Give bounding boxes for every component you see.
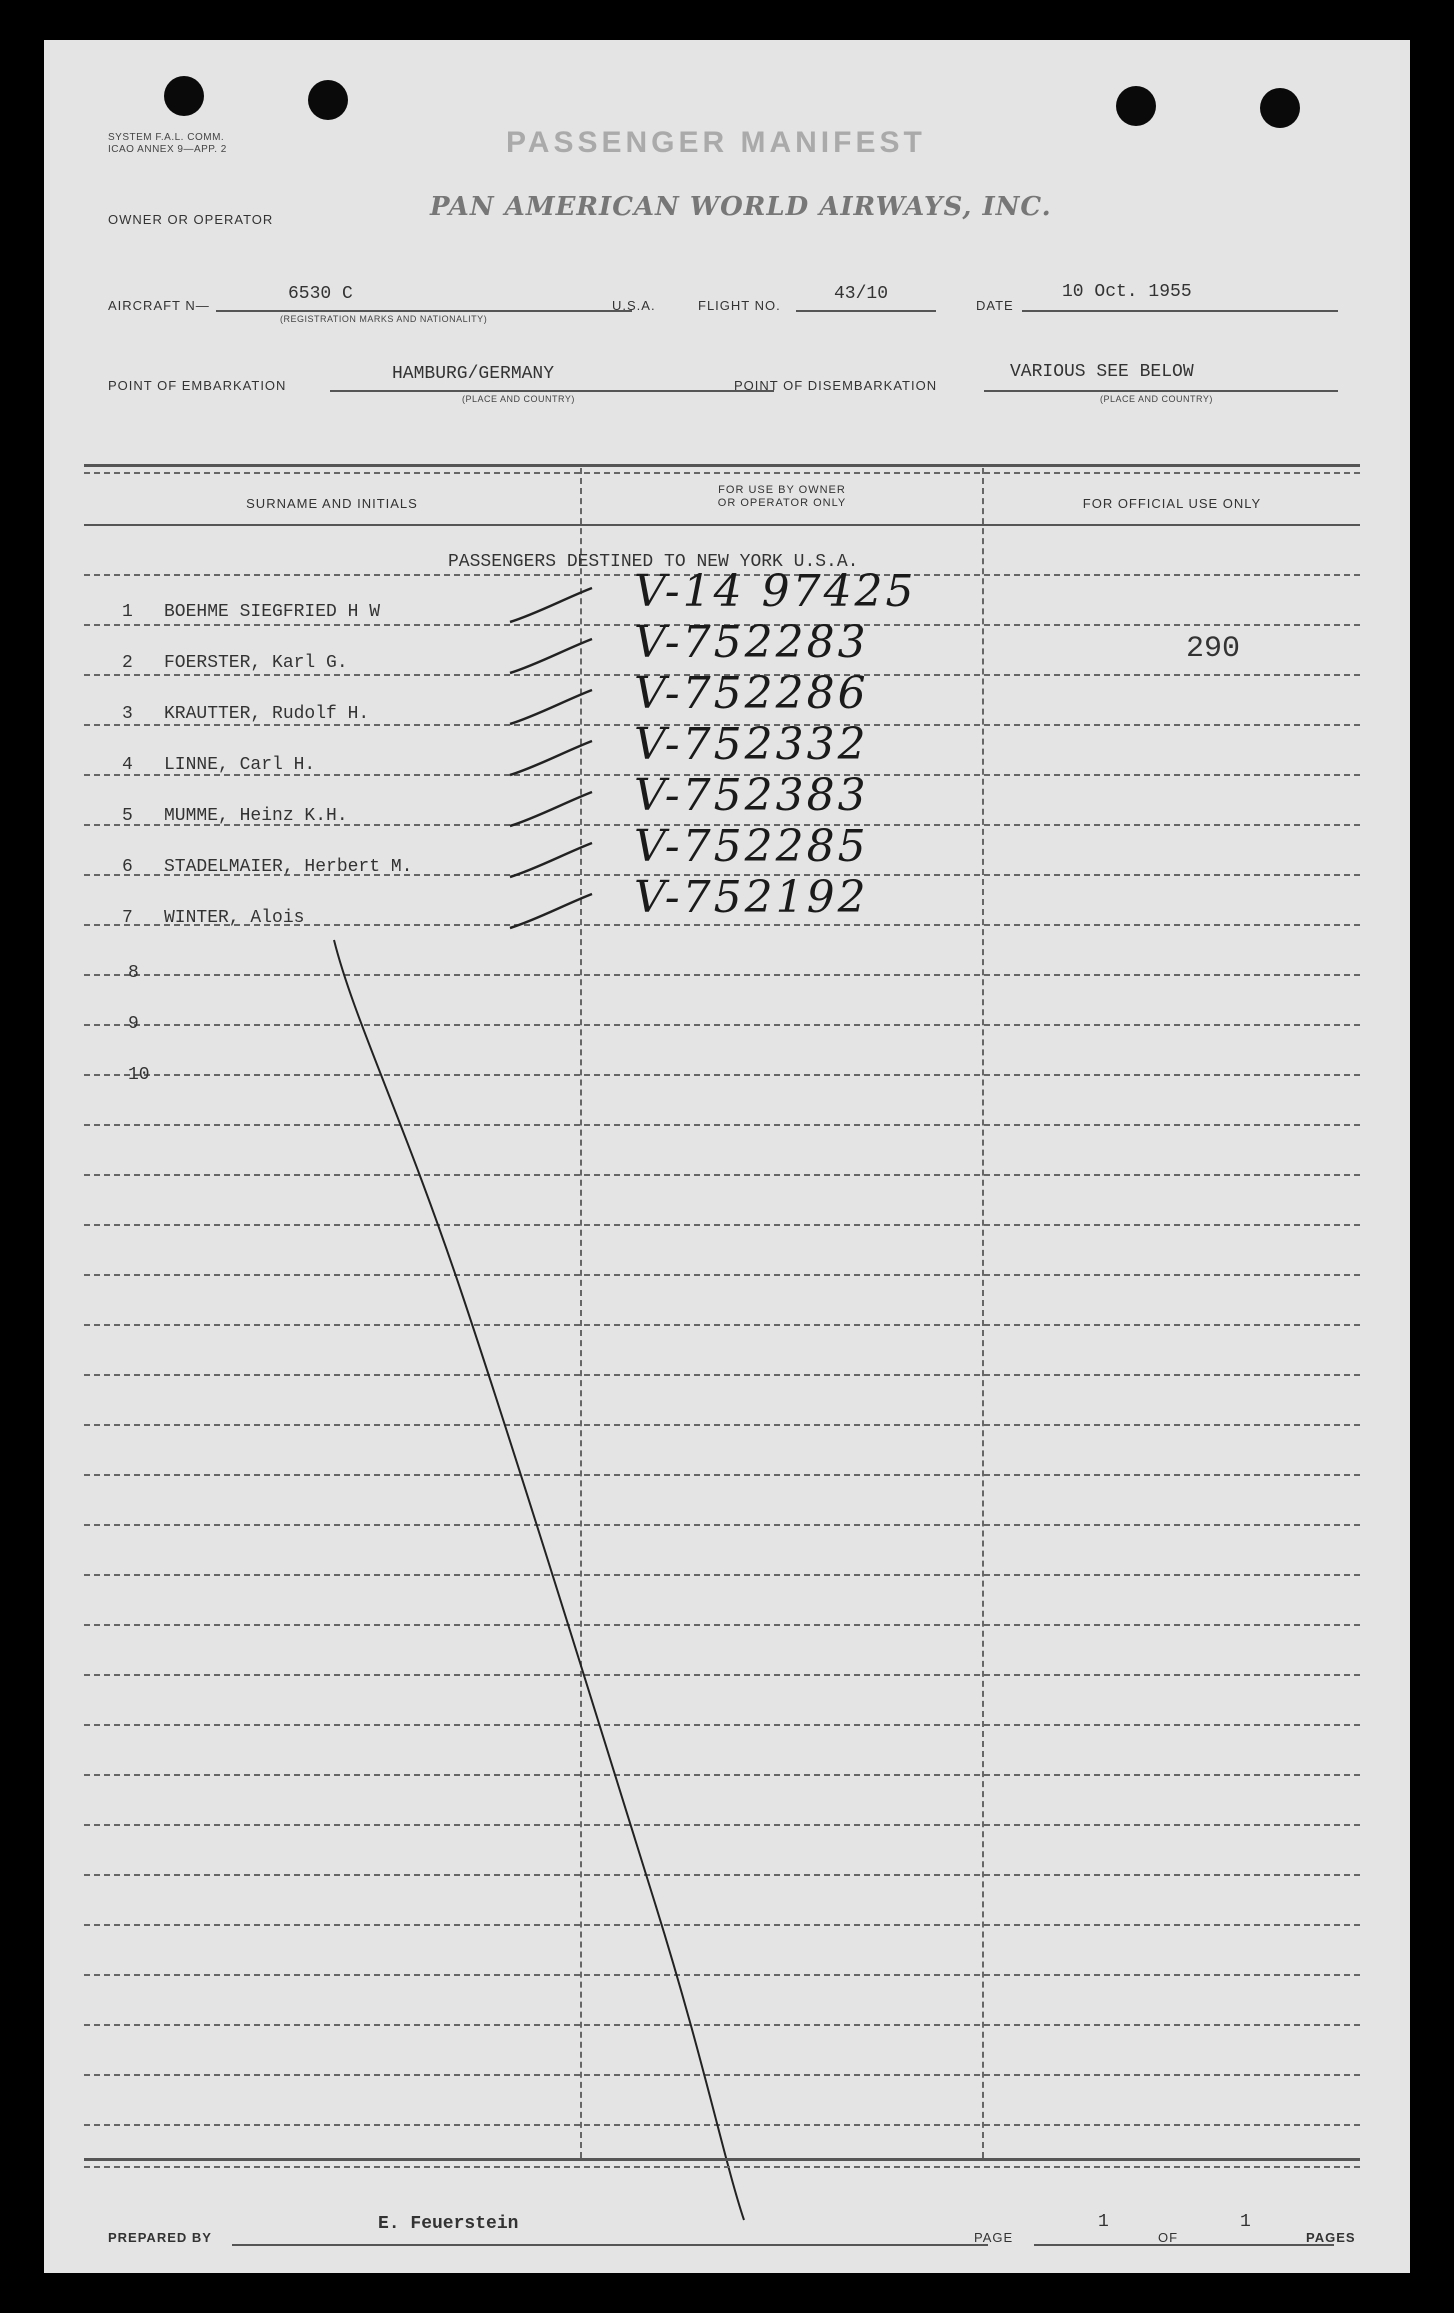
passenger-name: MUMME, Heinz K.H. — [164, 806, 348, 826]
destination-note: PASSENGERS DESTINED TO NEW YORK U.S.A. — [448, 552, 859, 572]
page-label: PAGE — [974, 2230, 1014, 2245]
embark-caption: (PLACE AND COUNTRY) — [462, 394, 575, 404]
row-number: 9 — [128, 1014, 139, 1034]
system-ref-line1: SYSTEM F.A.L. COMM. — [108, 132, 225, 143]
row-number: 3 — [122, 704, 133, 724]
passenger-name: FOERSTER, Karl G. — [164, 653, 348, 673]
disembark-label: POINT OF DISEMBARKATION — [734, 378, 938, 393]
visa-number: V-752383 — [634, 770, 869, 821]
disembark-caption: (PLACE AND COUNTRY) — [1100, 394, 1213, 404]
flight-value: 43/10 — [834, 284, 889, 304]
prepared-value: E. Feuerstein — [378, 2214, 519, 2234]
aircraft-value: 6530 C — [288, 284, 353, 304]
page-value: 1 — [1098, 2212, 1109, 2232]
column-owner-use-line2: OR OPERATOR ONLY — [717, 497, 847, 509]
visa-number: V-752285 — [634, 821, 869, 872]
row-number: 8 — [128, 963, 139, 983]
flight-label: FLIGHT NO. — [698, 298, 781, 313]
column-official: FOR OFFICIAL USE ONLY — [1082, 496, 1262, 511]
row-number: 5 — [122, 806, 133, 826]
visa-number: V-14 97425 — [634, 566, 917, 617]
prepared-label: PREPARED BY — [108, 2230, 212, 2245]
company-name: PAN AMERICAN WORLD AIRWAYS, INC. — [430, 192, 1052, 222]
system-ref-line2: ICAO ANNEX 9—APP. 2 — [108, 144, 227, 155]
manifest-sheet — [44, 40, 1410, 2273]
registration-caption: (REGISTRATION MARKS AND NATIONALITY) — [280, 314, 488, 324]
row-number: 10 — [128, 1065, 150, 1085]
pages-label: PAGES — [1306, 2230, 1356, 2245]
row-number: 1 — [122, 602, 133, 622]
visa-number: V-752283 — [634, 617, 869, 668]
embark-label: POINT OF EMBARKATION — [108, 378, 287, 393]
column-owner-use-line1: FOR USE BY OWNER — [718, 484, 846, 496]
cancel-stroke — [44, 40, 1410, 2273]
owner-label: OWNER OR OPERATOR — [108, 212, 274, 227]
passenger-name: KRAUTTER, Rudolf H. — [164, 704, 370, 724]
passenger-name: BOEHME SIEGFRIED H W — [164, 602, 381, 622]
page-title: PASSENGER MANIFEST — [506, 126, 926, 159]
embark-value: HAMBURG/GERMANY — [392, 364, 555, 384]
date-label: DATE — [976, 298, 1014, 313]
passenger-name: STADELMAIER, Herbert M. — [164, 857, 413, 877]
passenger-name: LINNE, Carl H. — [164, 755, 316, 775]
of-value: 1 — [1240, 2212, 1251, 2232]
row-number: 7 — [122, 908, 133, 928]
date-value: 10 Oct. 1955 — [1062, 282, 1192, 302]
usa-label: U.S.A. — [612, 298, 656, 313]
column-surname: SURNAME AND INITIALS — [246, 496, 418, 511]
official-note: 290 — [1186, 632, 1241, 666]
row-number: 2 — [122, 653, 133, 673]
of-label: OF — [1158, 2230, 1179, 2245]
row-number: 6 — [122, 857, 133, 877]
aircraft-label: AIRCRAFT N— — [108, 298, 210, 313]
visa-number: V-752192 — [634, 872, 869, 923]
visa-number: V-752286 — [634, 668, 869, 719]
disembark-value: VARIOUS SEE BELOW — [1010, 362, 1194, 382]
visa-number: V-752332 — [634, 719, 869, 770]
passenger-name: WINTER, Alois — [164, 908, 305, 928]
row-number: 4 — [122, 755, 133, 775]
